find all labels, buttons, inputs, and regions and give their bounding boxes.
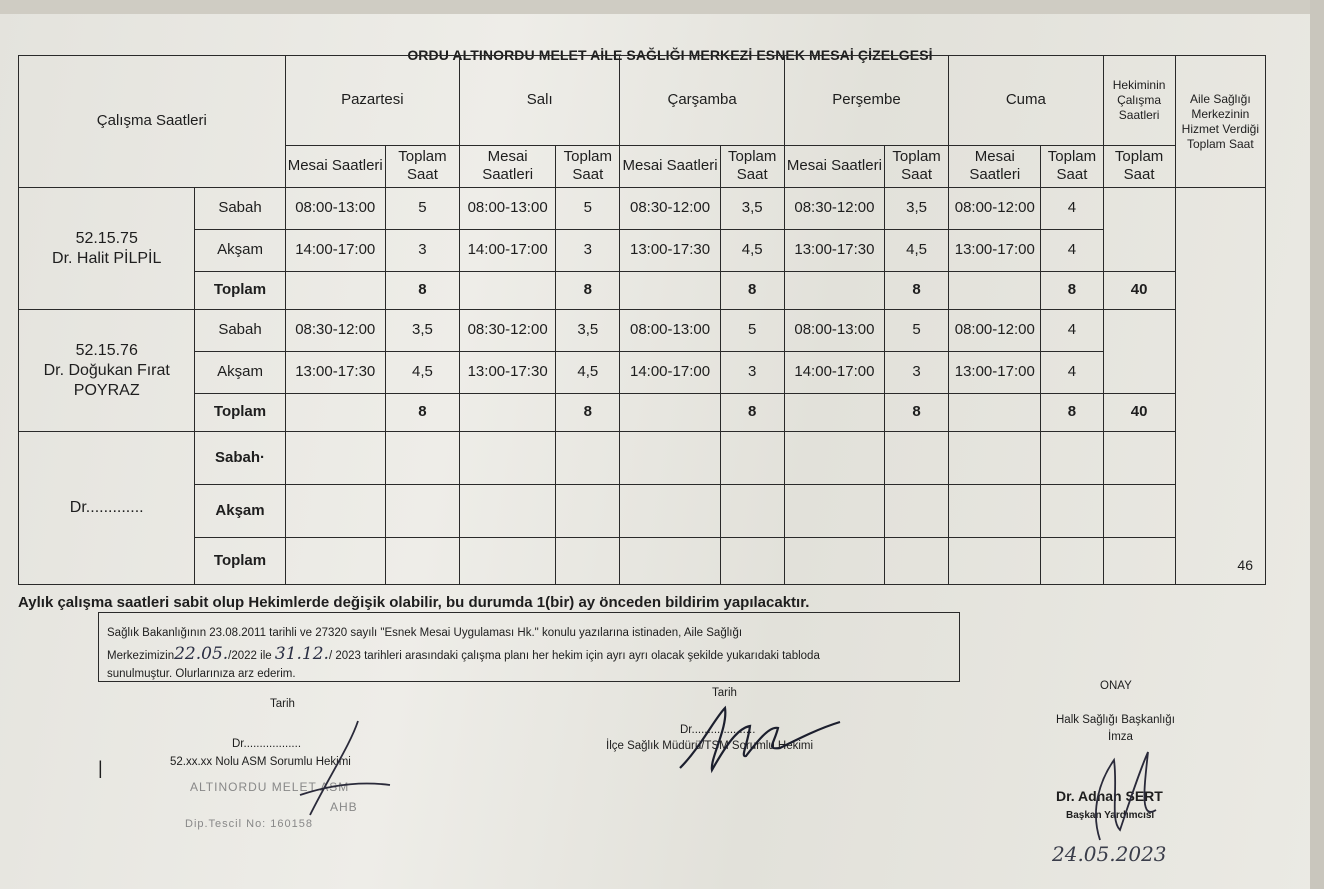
empty-cell (784, 485, 884, 538)
document-title: ORDU ALTINORDU MELET AİLE SAĞLIĞI MERKEZİ ESNEK MESAİ ÇİZELGESİ (407, 47, 933, 63)
d2-fri-blank (949, 393, 1041, 432)
d1-mon-day-total: 8 (385, 271, 459, 310)
d1-mon-aksam-total: 3 (385, 229, 459, 271)
d2-fri-aksam-hours: 13:00-17:00 (949, 352, 1041, 394)
row-label-toplam: Toplam (195, 538, 285, 585)
d2-tue-aksam-hours: 13:00-17:30 (460, 352, 556, 394)
empty-cell (1103, 432, 1175, 485)
empty-cell (1041, 538, 1103, 585)
d1-thu-aksam-hours: 13:00-17:30 (784, 229, 884, 271)
stamp-line-3: Dip.Tescil No: 160158 (185, 818, 314, 830)
header-toplam-saat: Toplam Saat (556, 145, 620, 188)
d1-wed-day-total: 8 (720, 271, 784, 310)
row-label-aksam: Akşam (195, 485, 285, 538)
d1-thu-sabah-hours: 08:30-12:00 (784, 188, 884, 230)
header-day-monday: Pazartesi (285, 56, 459, 146)
d1-tue-aksam-total: 3 (556, 229, 620, 271)
d1-thu-blank (784, 271, 884, 310)
empty-cell (556, 538, 620, 585)
box-line-2-c: / 2023 tarihleri arasındaki çalışma planı her hekim için ayrı ayrı olacak şekilde yukarıdaki tabloda (328, 649, 820, 662)
empty-cell (885, 432, 949, 485)
d2-mon-blank (285, 393, 385, 432)
mid-tarih: Tarih (712, 687, 737, 699)
empty-cell (385, 538, 459, 585)
left-role: 52.xx.xx Nolu ASM Sorumlu Hekimi (170, 756, 351, 768)
d2-wed-aksam-hours: 14:00-17:00 (620, 352, 720, 394)
empty-cell (620, 538, 720, 585)
d2-wed-sabah-hours: 08:00-13:00 (620, 310, 720, 352)
box-line-2-a: Merkezimizin (107, 649, 175, 662)
empty-cell (285, 432, 385, 485)
d2-fri-aksam-total: 4 (1041, 352, 1103, 394)
d2-wed-aksam-total: 3 (720, 352, 784, 394)
d2-tue-sabah-total: 3,5 (556, 310, 620, 352)
header-calisma-saatleri: Çalışma Saatleri (19, 56, 286, 188)
doctor-2-cell (19, 310, 195, 432)
blank-doctor-cell: Dr............. (19, 432, 195, 585)
header-toplam-saat: Toplam Saat (720, 145, 784, 188)
handwritten-end-date: 31.12. (274, 643, 329, 664)
stamp-line-2: AHB (330, 800, 358, 814)
d1-fri-aksam-total: 4 (1041, 229, 1103, 271)
frame-edge-right (1310, 0, 1324, 889)
doctor-2-name: Dr. Doğukan Fırat POYRAZ (43, 361, 170, 399)
d2-thu-aksam-hours: 14:00-17:00 (784, 352, 884, 394)
asm-total: 46 (1175, 188, 1265, 585)
d1-mon-aksam-hours: 14:00-17:00 (285, 229, 385, 271)
d2-wed-sabah-total: 5 (720, 310, 784, 352)
d2-tue-blank (460, 393, 556, 432)
d1-wed-sabah-hours: 08:30-12:00 (620, 188, 720, 230)
d1-mon-blank (285, 271, 385, 310)
d2-weekly-total: 40 (1103, 393, 1175, 432)
header-mesai-saatleri: Mesai Saatleri (460, 145, 556, 188)
empty-cell (460, 432, 556, 485)
d2-tue-aksam-total: 4,5 (556, 352, 620, 394)
header-mesai-saatleri: Mesai Saatleri (620, 145, 720, 188)
d1-hekim-empty (1103, 188, 1175, 271)
d2-wed-day-total: 8 (720, 393, 784, 432)
box-line-3: sunulmuştur. Olurlarınıza arz ederim. (107, 668, 296, 681)
empty-cell (885, 485, 949, 538)
empty-cell (720, 432, 784, 485)
d2-wed-blank (620, 393, 720, 432)
doctor-1-code: 52.15.75 (75, 229, 138, 247)
d1-wed-blank (620, 271, 720, 310)
empty-cell (720, 485, 784, 538)
header-day-wednesday: Çarşamba (620, 56, 784, 146)
doctor-1-name: Dr. Halit PİLPİL (52, 249, 162, 267)
empty-cell (285, 538, 385, 585)
d1-wed-sabah-total: 3,5 (720, 188, 784, 230)
d1-fri-blank (949, 271, 1041, 310)
row-label-sabah: Sabah (195, 188, 285, 230)
empty-cell (784, 432, 884, 485)
d1-tue-aksam-hours: 14:00-17:00 (460, 229, 556, 271)
empty-cell (556, 485, 620, 538)
box-line-2-b: /2022 ile (228, 649, 272, 662)
doctor-1-cell (19, 188, 195, 310)
onay-label: ONAY (1100, 680, 1132, 692)
row-label-sabah: Sabah (195, 310, 285, 352)
header-hekim-toplam-saat: Toplam Saat (1103, 145, 1175, 188)
d1-wed-aksam-hours: 13:00-17:30 (620, 229, 720, 271)
empty-cell (949, 432, 1041, 485)
header-hekim-calisma: Hekiminin Çalışma Saatleri (1103, 56, 1175, 146)
row-label-aksam: Akşam (195, 352, 285, 394)
d1-tue-blank (460, 271, 556, 310)
row-label-toplam: Toplam (195, 393, 285, 432)
mid-role: İlçe Sağlık Müdürü/TSM Sorumlu Hekimi (606, 740, 814, 752)
d2-tue-day-total: 8 (556, 393, 620, 432)
frame-edge-top (0, 0, 1324, 14)
header-day-thursday: Perşembe (784, 56, 948, 146)
left-tarih: Tarih (270, 698, 295, 710)
row-label-aksam: Akşam (195, 229, 285, 271)
handwritten-start-date: 22.05. (174, 643, 229, 664)
header-day-friday: Cuma (949, 56, 1103, 146)
header-mesai-saatleri: Mesai Saatleri (784, 145, 884, 188)
header-toplam-saat: Toplam Saat (1041, 145, 1103, 188)
d1-fri-sabah-total: 4 (1041, 188, 1103, 230)
approval-request-box (98, 612, 960, 682)
doctor-2-code: 52.15.76 (75, 341, 138, 359)
empty-cell (285, 485, 385, 538)
d1-fri-aksam-hours: 13:00-17:00 (949, 229, 1041, 271)
header-toplam-saat: Toplam Saat (385, 145, 459, 188)
empty-cell (720, 538, 784, 585)
header-asm-hizmet: Aile Sağlığı Merkezinin Hizmet Verdiği Toplam Saat (1175, 56, 1265, 188)
empty-cell (620, 432, 720, 485)
d2-fri-sabah-hours: 08:00-12:00 (949, 310, 1041, 352)
d1-fri-sabah-hours: 08:00-12:00 (949, 188, 1041, 230)
d1-wed-aksam-total: 4,5 (720, 229, 784, 271)
box-line-2 (107, 642, 951, 667)
handwritten-approval-date: 24.05.2023 (1052, 842, 1167, 866)
d2-mon-sabah-hours: 08:30-12:00 (285, 310, 385, 352)
header-toplam-saat: Toplam Saat (885, 145, 949, 188)
margin-mark: | (98, 758, 103, 778)
d1-tue-sabah-total: 5 (556, 188, 620, 230)
d2-tue-sabah-hours: 08:30-12:00 (460, 310, 556, 352)
empty-cell (620, 485, 720, 538)
empty-cell (460, 538, 556, 585)
d1-thu-sabah-total: 3,5 (885, 188, 949, 230)
d2-thu-sabah-total: 5 (885, 310, 949, 352)
right-dept: Halk Sağlığı Başkanlığı (1056, 714, 1175, 726)
d2-mon-sabah-total: 3,5 (385, 310, 459, 352)
d2-hekim-empty (1103, 310, 1175, 393)
empty-cell (460, 485, 556, 538)
d1-weekly-total: 40 (1103, 271, 1175, 310)
empty-cell (784, 538, 884, 585)
right-imza: İmza (1108, 731, 1133, 743)
box-line-1: Sağlık Bakanlığının 23.08.2011 tarihli ve 27320 sayılı "Esnek Mesai Uygulaması Hk." konulu yazılarına istinaden, Aile Sağlığı (107, 627, 743, 639)
right-name: Dr. Adnan SERT (1056, 788, 1163, 804)
d1-tue-day-total: 8 (556, 271, 620, 310)
row-label-sabah: Sabah· (195, 432, 285, 485)
header-mesai-saatleri: Mesai Saatleri (949, 145, 1041, 188)
header-mesai-saatleri: Mesai Saatleri (285, 145, 385, 188)
d1-fri-day-total: 8 (1041, 271, 1103, 310)
right-title: Başkan Yardımcısı (1066, 810, 1155, 821)
d1-mon-sabah-hours: 08:00-13:00 (285, 188, 385, 230)
schedule-table (18, 55, 1266, 585)
d2-thu-blank (784, 393, 884, 432)
d2-mon-aksam-hours: 13:00-17:30 (285, 352, 385, 394)
d2-fri-day-total: 8 (1041, 393, 1103, 432)
header-day-tuesday: Salı (460, 56, 620, 146)
empty-cell (949, 538, 1041, 585)
empty-cell (1041, 432, 1103, 485)
d2-mon-day-total: 8 (385, 393, 459, 432)
empty-cell (1041, 485, 1103, 538)
d1-mon-sabah-total: 5 (385, 188, 459, 230)
monthly-note: Aylık çalışma saatleri sabit olup Hekimlerde değişik olabilir, bu durumda 1(bir) ay önceden bildirim yapılacaktır. (18, 594, 810, 611)
stamp-line-1: ALTINORDU MELET ASM (190, 780, 350, 794)
empty-cell (1103, 538, 1175, 585)
empty-cell (885, 538, 949, 585)
d2-thu-sabah-hours: 08:00-13:00 (784, 310, 884, 352)
d1-thu-day-total: 8 (885, 271, 949, 310)
empty-cell (385, 432, 459, 485)
left-dr: Dr.................. (232, 738, 302, 750)
empty-cell (556, 432, 620, 485)
d2-mon-aksam-total: 4,5 (385, 352, 459, 394)
d1-tue-sabah-hours: 08:00-13:00 (460, 188, 556, 230)
d2-fri-sabah-total: 4 (1041, 310, 1103, 352)
d2-thu-day-total: 8 (885, 393, 949, 432)
empty-cell (1103, 485, 1175, 538)
empty-cell (949, 485, 1041, 538)
row-label-toplam: Toplam (195, 271, 285, 310)
empty-cell (385, 485, 459, 538)
d2-thu-aksam-total: 3 (885, 352, 949, 394)
mid-dr: Dr.................... (680, 724, 756, 736)
d1-thu-aksam-total: 4,5 (885, 229, 949, 271)
